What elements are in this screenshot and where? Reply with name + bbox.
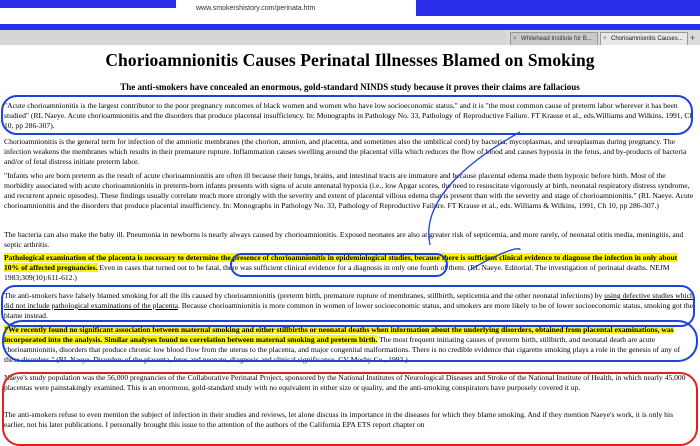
close-icon[interactable]: × [513, 36, 517, 42]
browser-toolbar [0, 0, 700, 24]
paragraph-text: Even in cases that turned out to be fatal, there was sufficient clinical evidence for a diagnosis in only one fourth of them. (RL Naeye. Editorial. The investigation of perinatal deaths. NEJM 1983;309(10):611-612.) [4, 263, 670, 282]
toolbar-accent-bar [416, 8, 700, 16]
paragraph-1: "Acute chorioamnionitis is the largest contributor to the poor pregnancy outcomes of black women and women who have low socioeconomic status," and it is "the most common cause of preterm labor wherever it has been studied" (RL Naeye. Acute chorioamnionitis and the disorders that produce placental insufficiency. In: Monographs in Pathology No. 33, Pathology of Reproductive Failure. FT Krause et al., eds.Williams and Wilkins, 1991, Ch 10, pp 286-307). [4, 101, 694, 130]
paragraph-text: The most frequent initiating causes of preterm birth, stillbirth, and neonatal death are acute chorioamnionitis, disorders that produce chronic low blood flow from the uterus to the placenta, and major congenital malformations. There is no credible evidence that cigarette smoking plays a role in the genesis of any of these disorders." (RL Naeye. Disorders of the placenta, fetus and neonate, diagnosis and clinical significance. CV Mosby Co., 1992.) [4, 335, 681, 364]
paragraph-9: The anti-smokers refuse to even mention the subject of infection in their studies and reviews, let alone discuss its importance in the diseases for which they blame smoking. And if they mention Naeye's work, it is only his earlier, not his later publications. I personally brought this issue to the attention of the authors of the California EPA ETS report chapter on [4, 410, 674, 429]
paragraph-4: The bacteria can also make the baby ill. Pneumonia in newborns is nearly always caused by chorioamnionitis. Exposed neonates are also at greater risk of septicemia, and more rarely, of neonatal otitis media, meningitis, and septic arthritis. [4, 230, 684, 249]
page-title: Chorioamnionitis Causes Perinatal Illnesses Blamed on Smoking [105, 50, 595, 70]
tab-label: Whitehead Institute for B... [521, 36, 592, 42]
close-icon[interactable]: × [603, 36, 607, 42]
address-bar[interactable]: www.smokershistory.com/perinata.htm [176, 0, 436, 18]
paragraph-text: . Because chorioamnionitis is more common in women of lower socioeconomic status, and smokers are more likely to be of lower socioeconomic status, smoking got the blame instead. [4, 301, 693, 320]
paragraph-7 [4, 325, 694, 365]
paragraph-5 [4, 253, 694, 283]
new-tab-button[interactable]: + [690, 33, 696, 43]
paragraph-8: Naeye's study population was the 56,000 pregnancies of the Collaborative Perinatal Project, sponsored by the National Institutes of Neurological Diseases and Stroke of the National Institute of Health, in which nearly 45,000 placentas were painstakingly examined. This is an enormous, gold-standard study with no equivalent in either size or quality, and the anti-smoking conspirators have purposely covered it up. [4, 373, 686, 392]
toolbar-background-right [416, 0, 700, 8]
tab-label: Chorioamnionitis Causes... [611, 36, 683, 42]
tab-chorioamnionitis[interactable] [600, 32, 688, 45]
page-subtitle: The anti-smokers have concealed an enormous, gold-standard NINDS study because it proves their claims are fallacious [120, 82, 580, 92]
tab-whitehead[interactable] [510, 32, 598, 45]
paragraph-2: Chorioamnionitis is the general term for infection of the amniotic membranes (the chorion, amnion, and placenta, and sometimes also the umbilical cord) by bacteria, mycoplasmas, and ureaplasmas during pregnancy. The infection weakens the membranes which results in their premature rupture. Inflammation causes swelling around the placental villa which reduces the flow of blood and causes hypoxia in the fetus, and by-products of bacteria and/or of fetal distress initiate preterm labor. [4, 137, 687, 166]
highlighted-text: Pathological examination of the placenta is necessary to determine the presence of chorioamnionitis in epidemiological studies, because there is sufficient clinical evidence to diagnose the infection in only about 10% of affected pregnancies. [4, 253, 678, 272]
paragraph-text: The anti-smokers have falsely blamed smoking for all the ills caused by chorioamnionitis (preterm birth, premature rupture of membranes, stillbirth, septicemia and the other neonatal infections) by [4, 291, 605, 300]
tab-bar [0, 24, 700, 45]
tab-strip-empty [0, 30, 506, 45]
paragraph-6 [4, 291, 694, 321]
toolbar-background-left [0, 0, 176, 8]
highlighted-quote: "We recently found no significant association between maternal smoking and either stillbirths or neonatal deaths when information about the underlying disorders, obtained from placental examinations, was incorporated into the analysis. Similar analyses found no correlation between maternal smoking and preterm birth. [4, 325, 674, 344]
paragraph-3: "Infants who are born preterm as the result of acute chorioamnionitis are often ill because their lungs, brains, and intestinal tracts are immature and because placental edema made them hypoxic before birth. Most of the morbidity associated with acute chorioamnionitis in preterm-born infants presents with signs of acute antenatal hypoxia (i.e., low Apgar scores, the need to resuscitate vigorously at birth, neonatal respiratory distress syndrome, and recurrent apneic episodes). These findings usually correlate much more strongly with the severity and extent of placental villous edema that is present than with the severity and stage of chorioamnionitis." (RL Naeye. Acute chorioamnionitis and the disorders that produce placental insufficiency. In: Monographs in Pathology No. 33, Pathology of Reproductive Failure. FT Krause et al., eds. Williams & Wilkins, 1991, Ch 10, pp 286-307.) [4, 171, 694, 210]
underlined-text: using defective studies which did not include pathological examinations of the placenta [4, 291, 694, 310]
